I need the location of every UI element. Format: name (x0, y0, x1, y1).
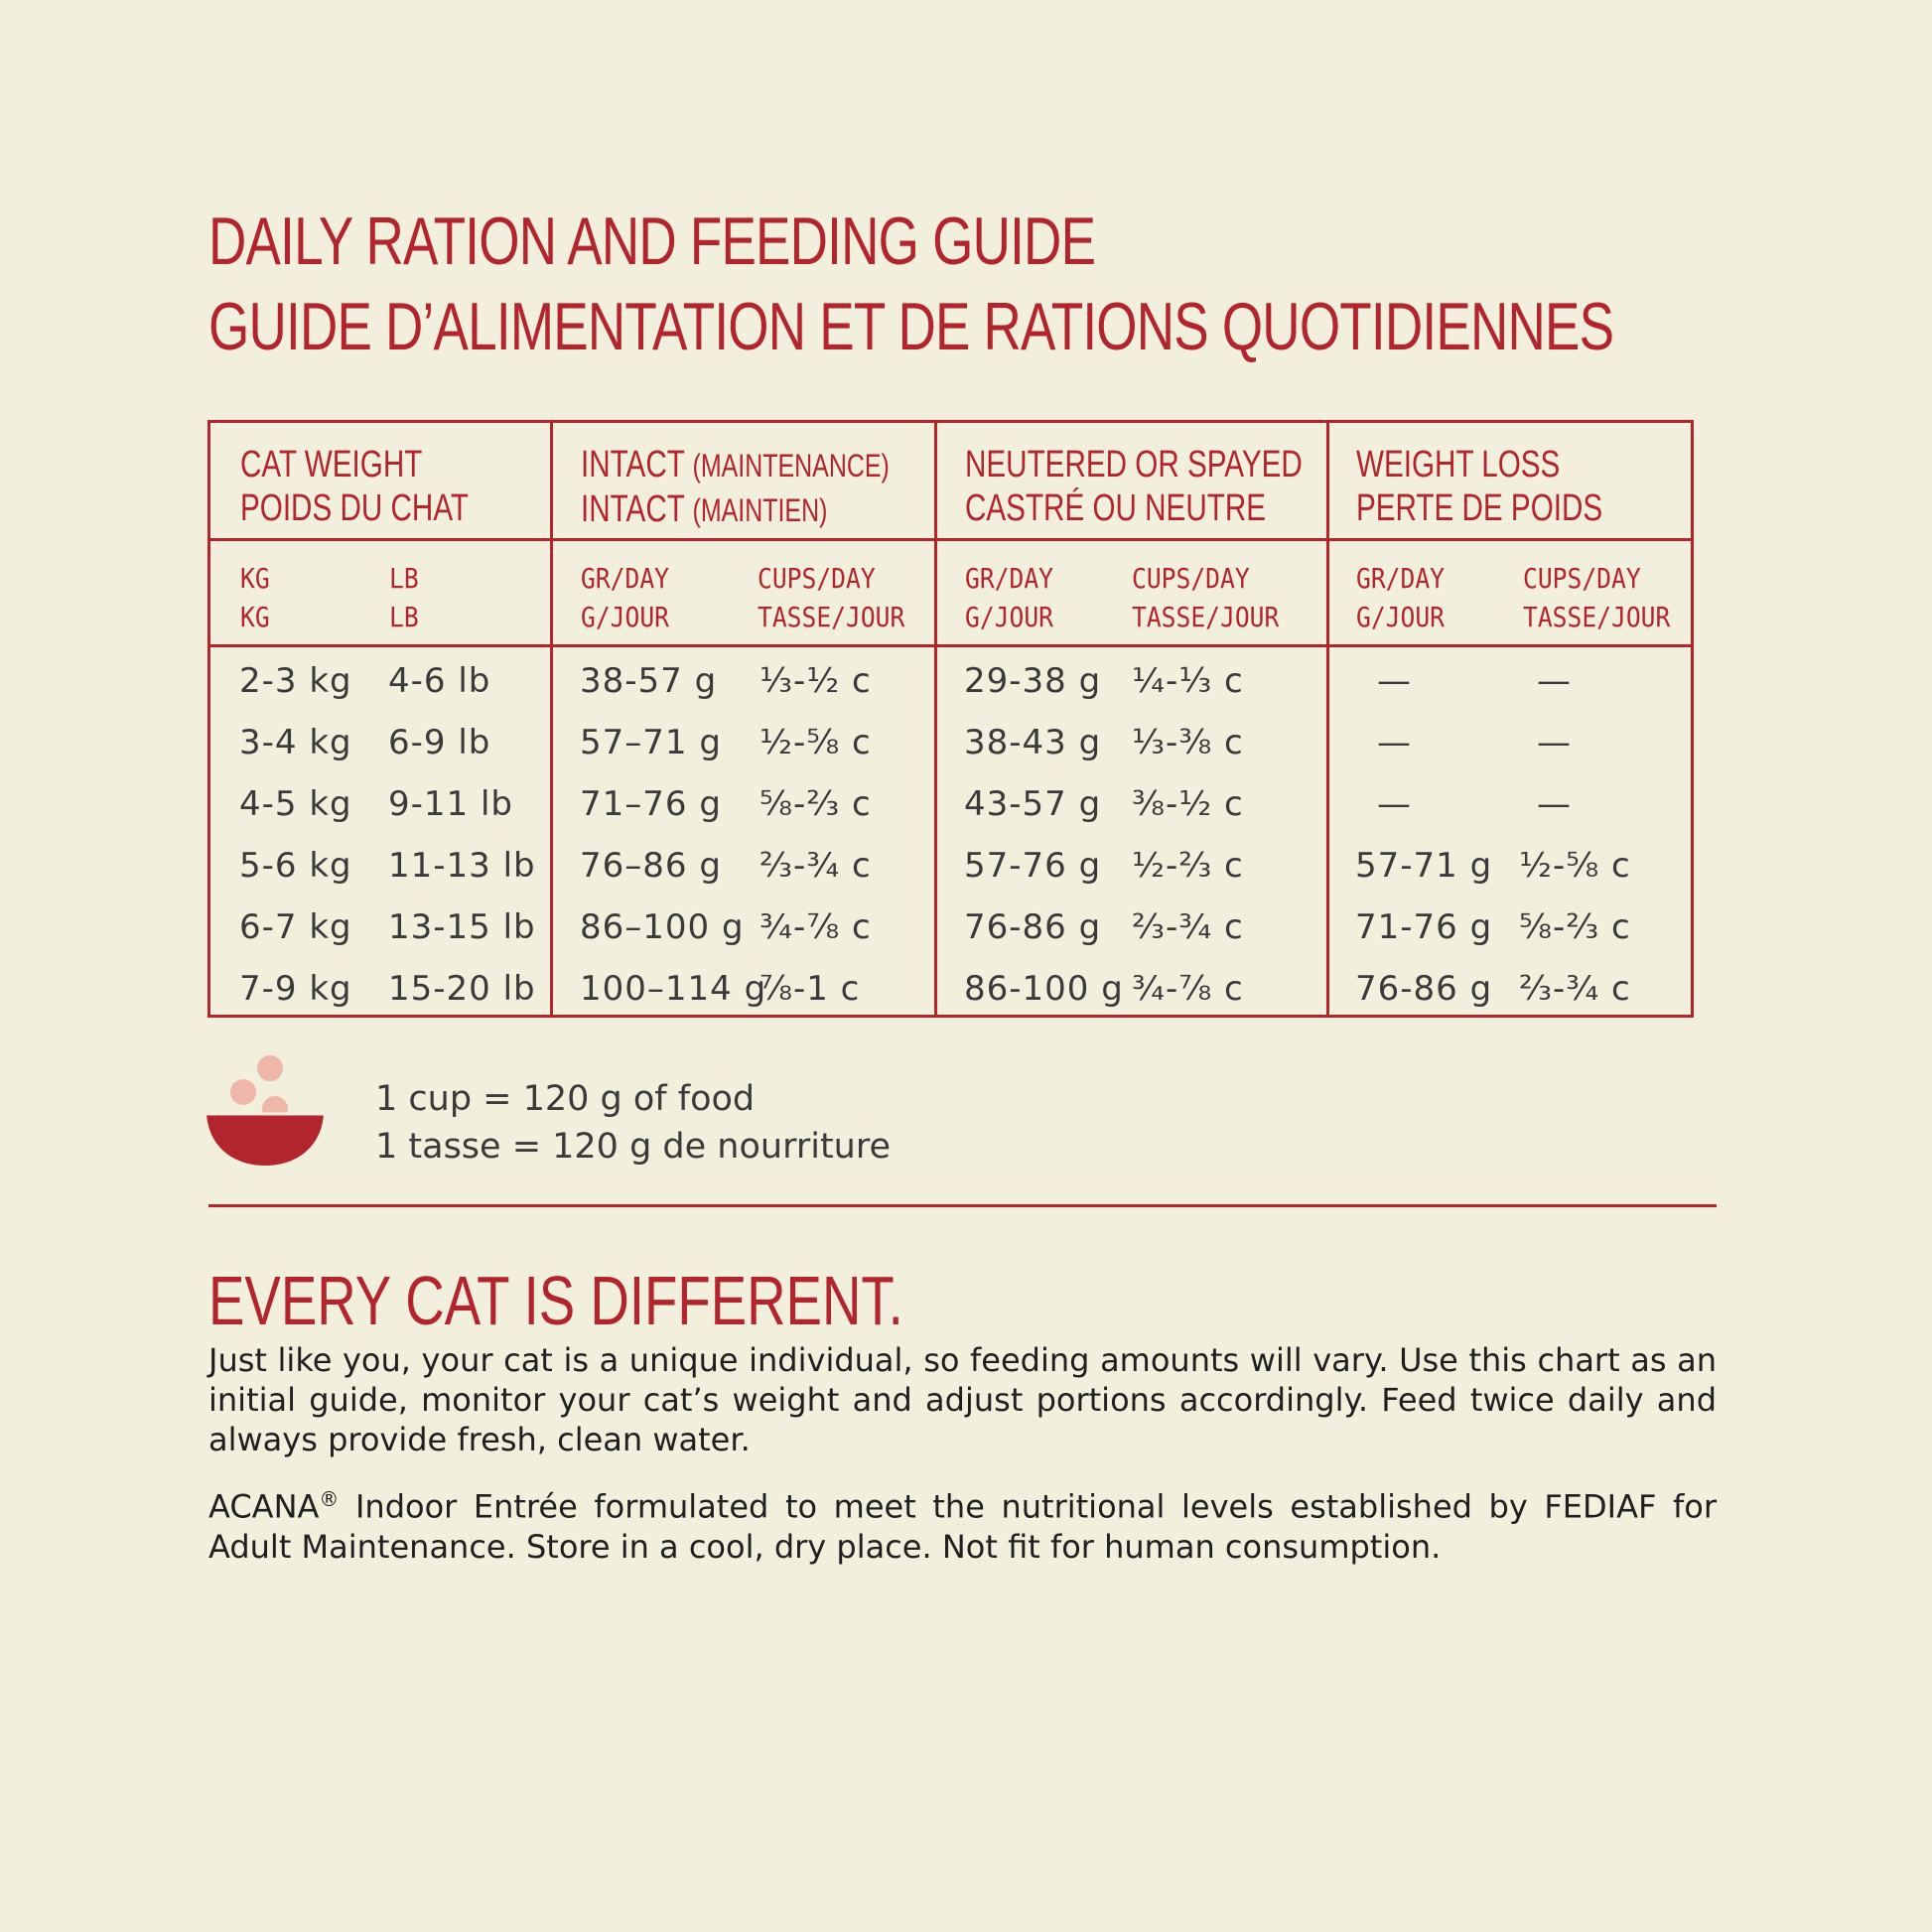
cell-loss-g: 76-86 g (1355, 969, 1493, 1009)
row-divider (210, 538, 1691, 541)
header-fr: INTACT (581, 488, 685, 530)
column-divider (934, 423, 937, 1015)
cell-kg: 4-5 kg (239, 784, 352, 824)
cell-loss-c: — (1537, 784, 1572, 824)
subheader-en: CUPS/DAY (1523, 562, 1641, 595)
header-en-line (581, 443, 890, 487)
subheader-neutered-gr (965, 559, 1053, 636)
subheader-loss-cups (1523, 559, 1670, 636)
cell-loss-c: ⅔-¾ c (1519, 969, 1631, 1009)
cell-neut-c: ½-⅔ c (1132, 846, 1244, 886)
header-en-note: (MAINTENANCE) (692, 448, 890, 483)
header-fr-note: (MAINTIEN) (692, 492, 828, 528)
cell-intact-c: ⅔-¾ c (759, 846, 872, 886)
cell-intact-g: 57–71 g (580, 723, 722, 762)
cell-lb: 15-20 lb (388, 969, 536, 1009)
title-english: DAILY RATION AND FEEDING GUIDE (208, 204, 1096, 279)
cell-lb: 4-6 lb (388, 661, 491, 701)
cell-intact-g: 86–100 g (580, 907, 745, 947)
cell-loss-g: 71-76 g (1355, 907, 1493, 947)
cell-intact-c: ⅓-½ c (759, 661, 872, 701)
cup-note-french: 1 tasse = 120 g de nourriture (375, 1127, 892, 1167)
brand-statement (208, 1479, 1717, 1567)
cell-neut-g: 76-86 g (964, 907, 1102, 947)
header-cat-weight (240, 443, 469, 530)
cell-intact-g: 76–86 g (580, 846, 722, 886)
column-divider (1326, 423, 1329, 1015)
subheader-en: GR/DAY (965, 562, 1054, 595)
cell-intact-c: ½-⅝ c (759, 723, 872, 762)
cell-neut-c: ¾-⅞ c (1132, 969, 1244, 1009)
header-en: WEIGHT LOSS (1356, 444, 1561, 485)
cell-kg: 7-9 kg (239, 969, 352, 1009)
header-fr-line (581, 487, 890, 532)
cell-loss-g: — (1377, 784, 1412, 824)
feeding-table (207, 420, 1694, 1018)
cell-lb: 11-13 lb (388, 846, 536, 886)
header-fr: POIDS DU CHAT (240, 487, 470, 529)
statement-text: Indoor Entrée formulated to meet the nutritional levels established by FEDIAF for Adult Maintenance. Store in a cool, dry place. Not fit for human consumption. (208, 1487, 1717, 1566)
cell-loss-c: ½-⅝ c (1519, 846, 1631, 886)
subheader-fr: G/JOUR (1356, 601, 1446, 633)
subheader-kg (240, 559, 270, 636)
cell-neut-c: ⅓-⅜ c (1132, 723, 1244, 762)
cell-neut-g: 29-38 g (964, 661, 1102, 701)
cell-intact-g: 100–114 g (580, 969, 767, 1009)
subheader-fr: LB (389, 601, 419, 633)
subheader-neutered-cups (1132, 559, 1279, 636)
cell-neut-g: 43-57 g (964, 784, 1102, 824)
cell-loss-g: — (1377, 661, 1412, 701)
cell-kg: 6-7 kg (239, 907, 352, 947)
subheader-loss-gr (1356, 559, 1445, 636)
subheader-en: GR/DAY (581, 562, 670, 595)
column-divider (550, 423, 553, 1015)
cell-intact-g: 38-57 g (580, 661, 718, 701)
header-neutered (965, 443, 1303, 530)
subheader-en: CUPS/DAY (1132, 562, 1250, 595)
cell-neut-c: ¼-⅓ c (1132, 661, 1244, 701)
cell-loss-g: 57-71 g (1355, 846, 1493, 886)
cell-neut-g: 86-100 g (964, 969, 1124, 1009)
header-en: INTACT (581, 444, 685, 485)
cell-intact-c: ⅞-1 c (759, 969, 861, 1009)
cell-neut-c: ⅔-¾ c (1132, 907, 1244, 947)
subheader-en: CUPS/DAY (758, 562, 876, 595)
cell-loss-c: — (1537, 723, 1572, 762)
cell-lb: 13-15 lb (388, 907, 536, 947)
cell-kg: 3-4 kg (239, 723, 352, 762)
registered-mark: ® (319, 1487, 340, 1511)
subheader-fr: TASSE/JOUR (1132, 601, 1280, 633)
intro-paragraph: Just like you, your cat is a unique individual, so feeding amounts will vary. Use this chart as an initial guide, monitor your cat’s weight and adjust portions accordingly. Feed twice daily and always provide fresh, clean water. (208, 1341, 1717, 1458)
header-fr: PERTE DE POIDS (1356, 487, 1603, 529)
subheader-en: KG (240, 562, 270, 595)
subheader-en: GR/DAY (1356, 562, 1446, 595)
subheader-fr: G/JOUR (581, 601, 670, 633)
cell-lb: 9-11 lb (388, 784, 513, 824)
cell-kg: 2-3 kg (239, 661, 352, 701)
subheader-en: LB (389, 562, 419, 595)
cup-note-english: 1 cup = 120 g of food (375, 1079, 756, 1119)
section-divider (208, 1204, 1717, 1207)
food-bowl-icon (205, 1050, 326, 1170)
cell-loss-c: ⅝-⅔ c (1519, 907, 1631, 947)
subheader-intact-gr (581, 559, 669, 636)
row-divider (210, 644, 1691, 647)
cell-lb: 6-9 lb (388, 723, 491, 762)
cell-intact-g: 71–76 g (580, 784, 722, 824)
title-french: GUIDE D’ALIMENTATION ET DE RATIONS QUOTIDIENNES (208, 289, 1614, 364)
header-fr: CASTRÉ OU NEUTRE (965, 487, 1267, 529)
cell-neut-g: 57-76 g (964, 846, 1102, 886)
subheader-intact-cups (758, 559, 904, 636)
section-heading: EVERY CAT IS DIFFERENT. (208, 1262, 903, 1339)
subheader-lb (389, 559, 419, 636)
brand-name: ACANA (208, 1487, 320, 1526)
subheader-fr: KG (240, 601, 270, 633)
cell-loss-c: — (1537, 661, 1572, 701)
cell-loss-g: — (1377, 723, 1412, 762)
header-en: CAT WEIGHT (240, 444, 423, 485)
subheader-fr: TASSE/JOUR (758, 601, 905, 633)
header-weight-loss (1356, 443, 1602, 530)
header-intact (581, 443, 890, 532)
cell-neut-c: ⅜-½ c (1132, 784, 1244, 824)
cell-intact-c: ¾-⅞ c (759, 907, 872, 947)
cell-kg: 5-6 kg (239, 846, 352, 886)
subheader-fr: TASSE/JOUR (1523, 601, 1671, 633)
cell-intact-c: ⅝-⅔ c (759, 784, 872, 824)
header-en: NEUTERED OR SPAYED (965, 444, 1303, 485)
cell-neut-g: 38-43 g (964, 723, 1102, 762)
page-title (208, 199, 1613, 369)
subheader-fr: G/JOUR (965, 601, 1054, 633)
